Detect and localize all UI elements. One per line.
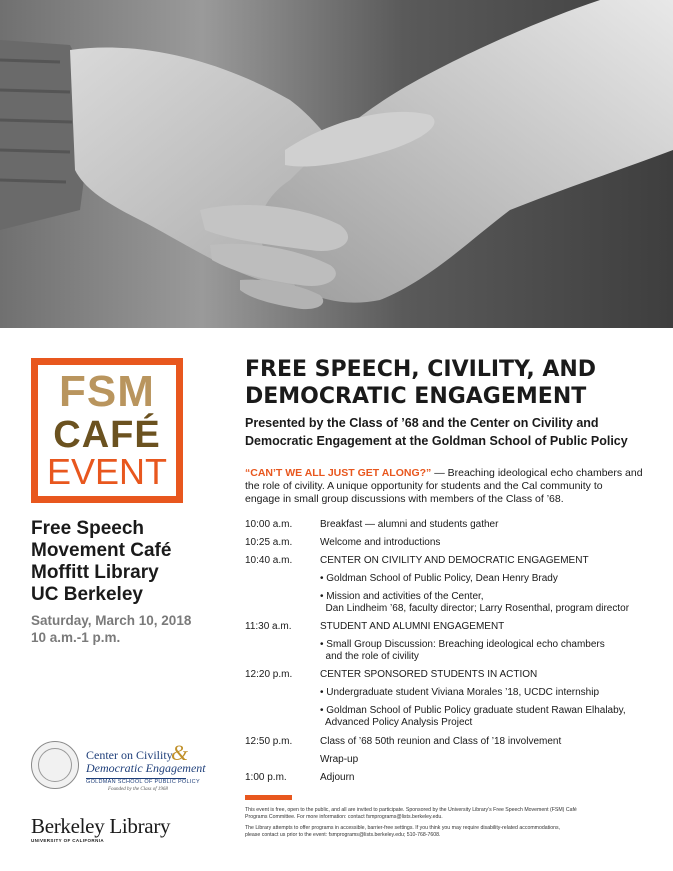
schedule-item: • Undergraduate student Viviana Morales ’18, UCDC internship (320, 687, 600, 698)
schedule-item (320, 591, 665, 615)
schedule-item: Welcome and introductions (320, 537, 441, 548)
schedule-item: • Goldman School of Public Policy, Dean Henry Brady (320, 573, 558, 584)
civility-logo-line2: Democratic Engagement (86, 761, 206, 775)
venue-block (31, 518, 221, 606)
event-title (245, 356, 665, 410)
badge-fsm: FSM (59, 367, 155, 417)
venue-line: Movement Café (31, 540, 172, 561)
schedule-item: Adjourn (320, 772, 355, 783)
badge-event: EVENT (46, 451, 168, 493)
fine-print (245, 807, 665, 843)
fine-print-line: Programs Committee. For more information: contact fsmprograms@lists.berkeley.edu. (245, 814, 443, 820)
venue-line: UC Berkeley (31, 584, 143, 605)
schedule-item-line: and the role of civility (320, 651, 419, 662)
schedule-item-line: • Goldman School of Public Policy graduate student Rawan Elhalaby, (320, 705, 626, 716)
schedule-time: 12:20 p.m. (245, 669, 293, 680)
schedule-item: STUDENT AND ALUMNI ENGAGEMENT (320, 621, 505, 632)
event-intro (245, 467, 663, 506)
fsm-cafe-event-badge (31, 358, 183, 503)
gspp-label: GOLDMAN SCHOOL OF PUBLIC POLICY (86, 779, 200, 785)
venue-line: Free Speech (31, 518, 144, 539)
date-line: Saturday, March 10, 2018 (31, 613, 192, 628)
civility-logo-line1: Center on Civility (86, 748, 173, 762)
schedule-item-line: • Mission and activities of the Center, (320, 591, 484, 602)
schedule-time: 10:25 a.m. (245, 537, 293, 548)
schedule-time: 11:30 a.m. (245, 621, 292, 632)
schedule-item: CENTER ON CIVILITY AND DEMOCRATIC ENGAGEMENT (320, 555, 589, 566)
intro-line (245, 467, 663, 480)
time-line: 10 a.m.-1 p.m. (31, 630, 121, 645)
intro-rest: — Breaching ideological echo chambers and (431, 467, 643, 479)
event-date (31, 612, 231, 646)
uc-label: UNIVERSITY OF CALIFORNIA (31, 838, 105, 843)
fine-print-line: The Library attempts to offer programs in accessible, barrier-free settings. If you think you may require disability-related accommodations, (245, 825, 561, 831)
handshake-photo (0, 0, 673, 328)
handshake-image (0, 0, 673, 328)
venue-line: Moffitt Library (31, 562, 159, 583)
event-subtitle (245, 414, 665, 450)
schedule-time: 12:50 p.m. (245, 736, 293, 747)
schedule-item: CENTER SPONSORED STUDENTS IN ACTION (320, 669, 538, 680)
title-line: FREE SPEECH, CIVILITY, AND (245, 357, 597, 382)
schedule-item-line: Advanced Policy Analysis Project (320, 717, 473, 728)
schedule-item: Class of ’68 50th reunion and Class of ’18 involvement (320, 736, 562, 747)
fine-print-line: please contact us prior to the event: fsmprograms@lists.berkeley.edu; 510-768-7608. (245, 832, 441, 838)
fine-print-paragraph (245, 825, 665, 839)
berkeley-library-logo: Berkeley Library (31, 814, 171, 838)
schedule-item: Breakfast — alumni and students gather (320, 519, 499, 530)
intro-line: the role of civility. A unique opportunity for students and the Cal community to (245, 480, 603, 492)
founded-label: Founded by the Class of 1968 (108, 787, 168, 792)
fine-print-line: This event is free, open to the public, and all are invited to participate. Sponsored by the University Library’s Free Speech Movement (FSM) Café (245, 807, 577, 813)
orange-divider (245, 795, 292, 800)
intro-line: engage in small group discussions with members of the Class of ’68. (245, 493, 564, 505)
schedule-item-line: • Small Group Discussion: Breaching ideological echo chambers (320, 639, 605, 650)
badge-cafe: CAFÉ (53, 414, 161, 457)
schedule-item (320, 705, 665, 729)
schedule-item-line: Dan Lindheim ’68, faculty director; Larry Rosenthal, program director (320, 603, 630, 614)
uc-seal-logo (31, 741, 79, 789)
schedule-item (320, 639, 665, 663)
schedule-time: 10:00 a.m. (245, 519, 293, 530)
fine-print-paragraph (245, 807, 665, 821)
intro-highlight: “CAN’T WE ALL JUST GET ALONG?” (245, 467, 432, 479)
subtitle-line: Democratic Engagement at the Goldman School of Public Policy (245, 434, 628, 448)
schedule-time: 10:40 a.m. (245, 555, 293, 566)
schedule-item: Wrap-up (320, 754, 359, 765)
schedule-time: 1:00 p.m. (245, 772, 287, 783)
title-line: DEMOCRATIC ENGAGEMENT (245, 384, 587, 409)
subtitle-line: Presented by the Class of ’68 and the Center on Civility and (245, 416, 599, 430)
civility-logo-amp: & (171, 740, 189, 765)
